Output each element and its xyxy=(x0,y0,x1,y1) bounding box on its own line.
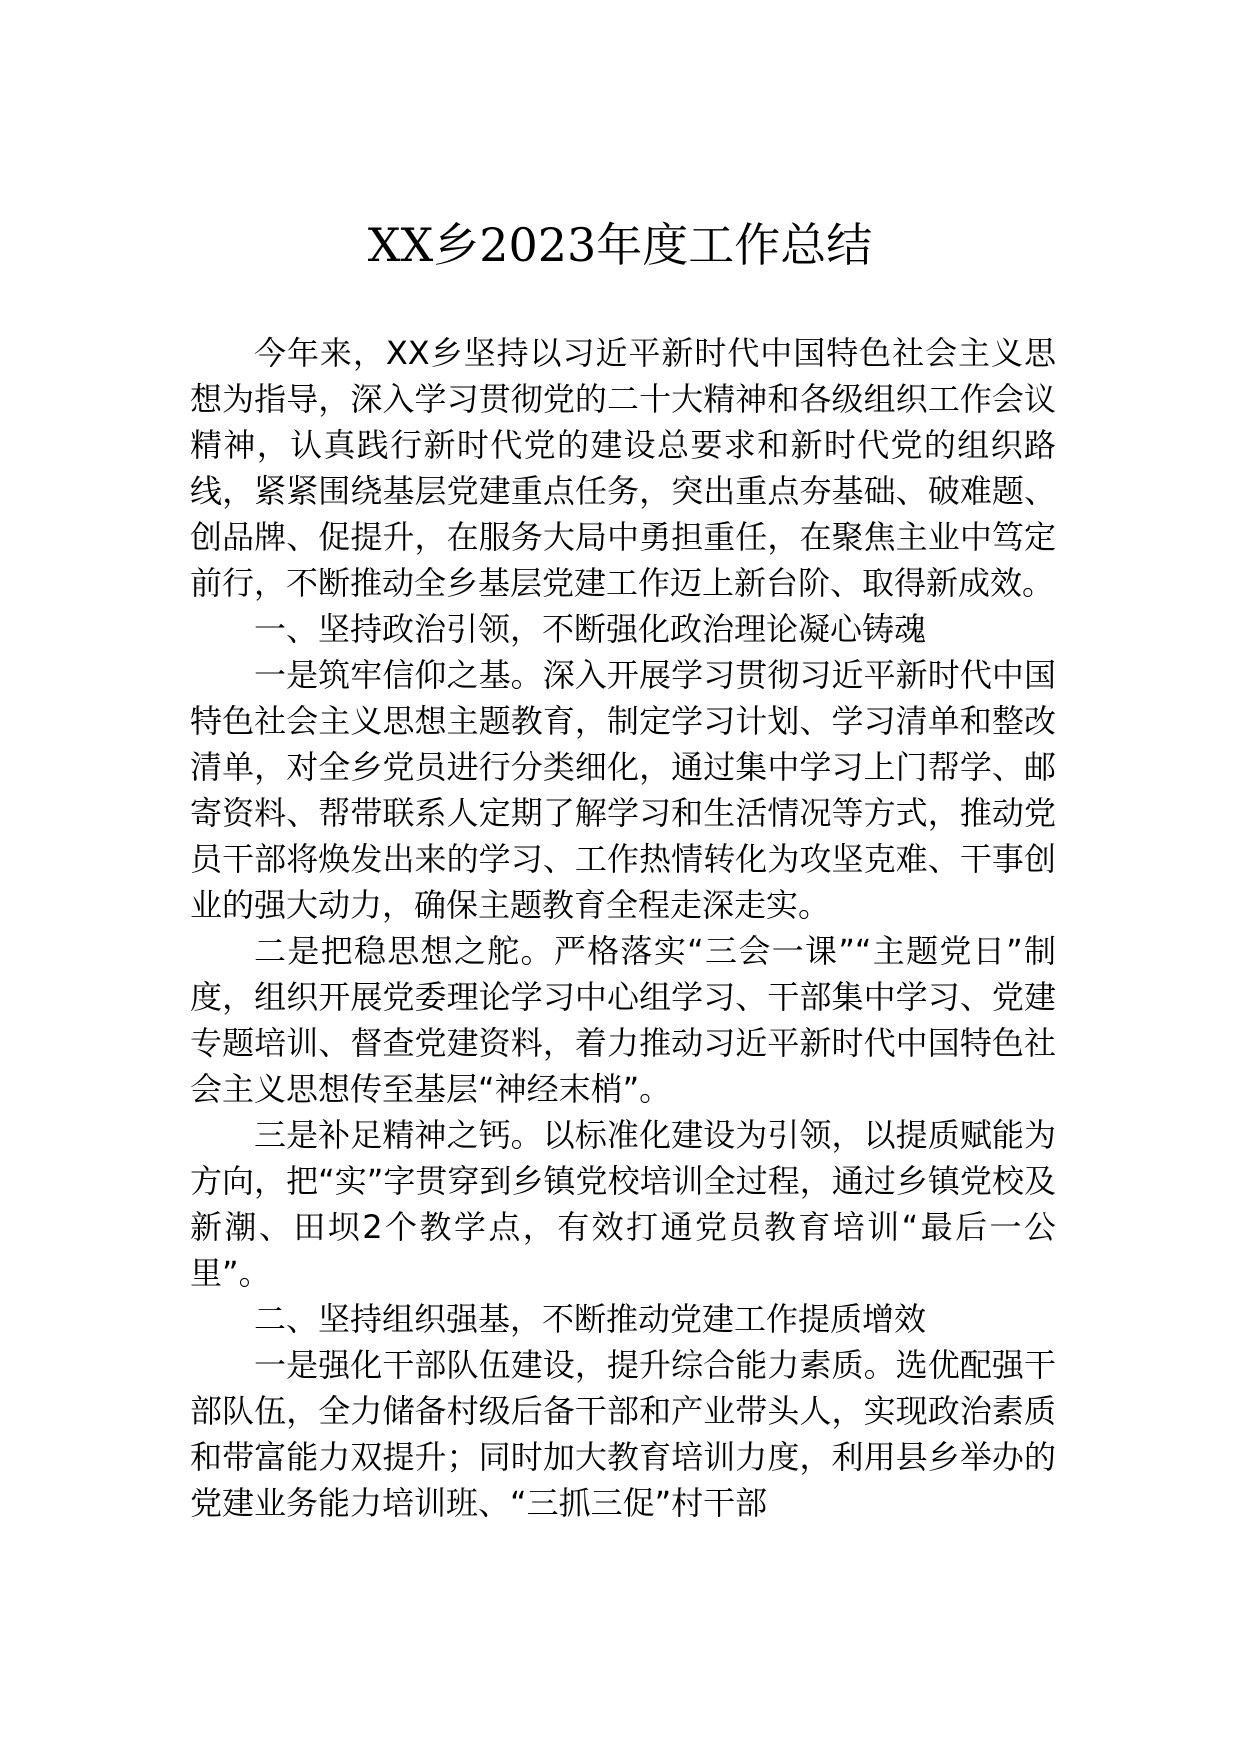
document-body xyxy=(190,330,1056,1526)
paragraph-2-1: 一是强化干部队伍建设，提升综合能力素质。选优配强干部队伍，全力储备村级后备干部和产业带头人，实现政治素质和带富能力双提升；同时加大教育培训力度，利用县乡举办的党建业务能力培训班、“三抓三促”村干部 xyxy=(190,1346,1056,1522)
document-title: XX乡2023年度工作总结 xyxy=(367,218,873,272)
paragraph-1-3: 三是补足精神之钙。以标准化建设为引领，以提质赋能为方向，把“实”字贯穿到乡镇党校培训全过程，通过乡镇党校及新潮、田坝2个教学点，有效打通党员教育培训“最后一公里”。 xyxy=(190,1116,1056,1292)
paragraph-1-2: 二是把稳思想之舵。严格落实“三会一课”“主题党日”制度，组织开展党委理论学习中心组学习、干部集中学习、党建专题培训、督查党建资料，着力推动习近平新时代中国特色社会主义思想传至基层“神经末梢”。 xyxy=(190,932,1056,1108)
section-heading-1: 一、坚持政治引领，不断强化政治理论凝心铸魂 xyxy=(254,610,927,648)
section-heading-2: 二、坚持组织强基，不断推动党建工作提质增效 xyxy=(254,1300,927,1338)
paragraph-intro: 今年来，XX乡坚持以习近平新时代中国特色社会主义思想为指导，深入学习贯彻党的二十大精神和各级组织工作会议精神，认真践行新时代党的建设总要求和新时代党的组织路线，紧紧围绕基层党建重点任务，突出重点夯基础、破难题、创品牌、促提升，在服务大局中勇担重任，在聚焦主业中笃定前行，不断推动全乡基层党建工作迈上新台阶、取得新成效。 xyxy=(190,334,1056,602)
paragraph-1-1: 一是筑牢信仰之基。深入开展学习贯彻习近平新时代中国特色社会主义思想主题教育，制定学习计划、学习清单和整改清单，对全乡党员进行分类细化，通过集中学习上门帮学、邮寄资料、帮带联系人定期了解学习和生活情况等方式，推动党员干部将焕发出来的学习、工作热情转化为攻坚克难、干事创业的强大动力，确保主题教育全程走深走实。 xyxy=(190,656,1056,924)
